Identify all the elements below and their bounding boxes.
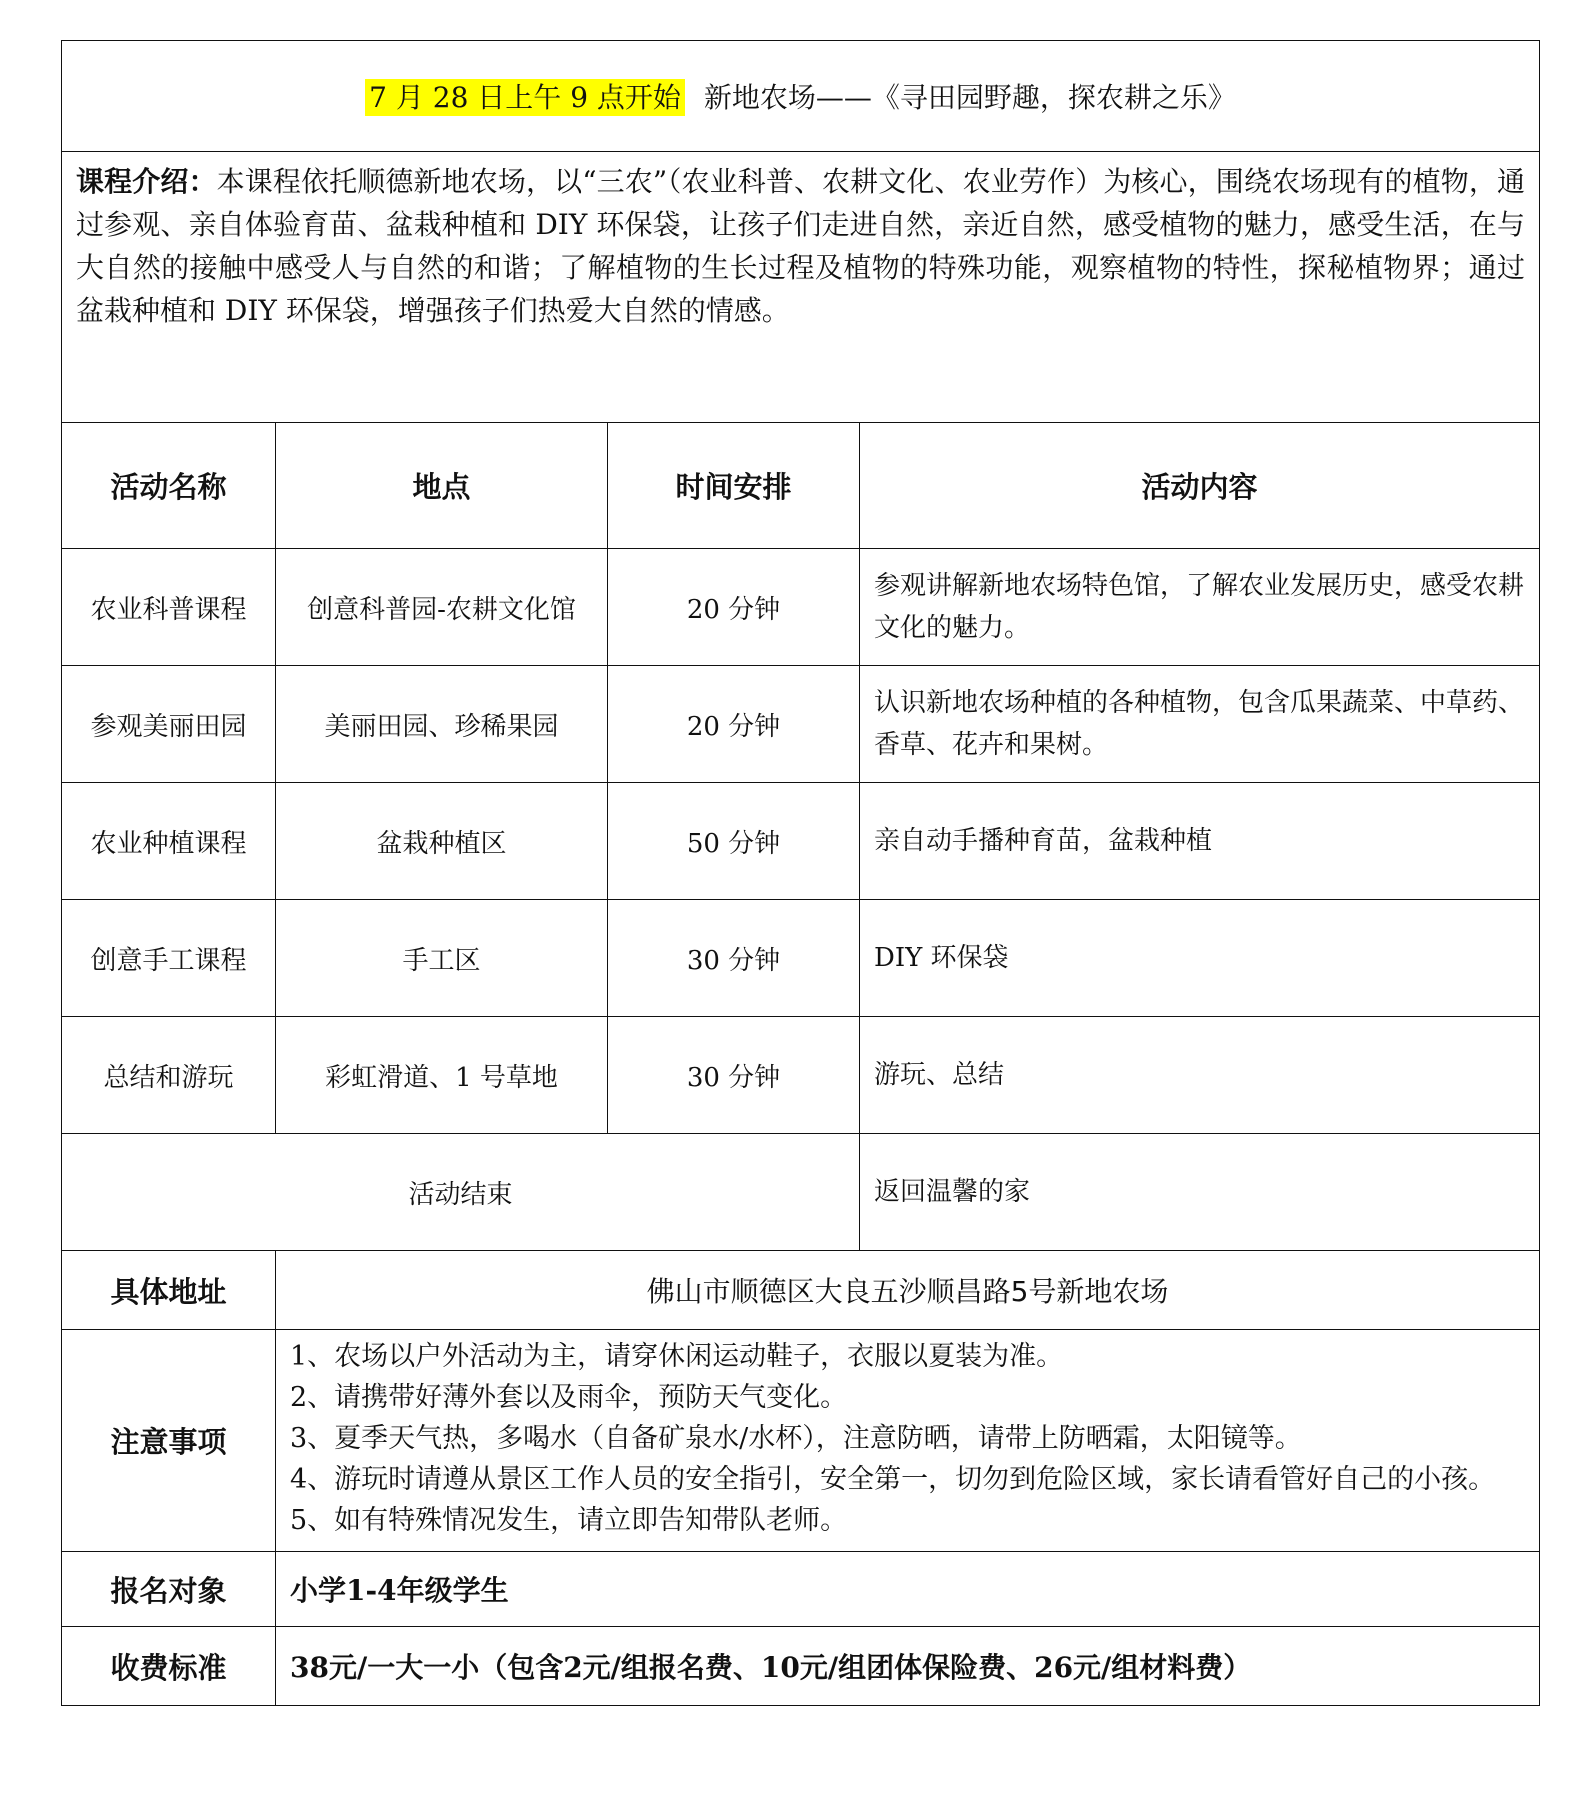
address-row bbox=[62, 1251, 1540, 1330]
activity-time: 20 分钟 bbox=[608, 666, 860, 783]
notes-list bbox=[276, 1330, 1540, 1552]
end-content: 返回温馨的家 bbox=[860, 1134, 1540, 1251]
page-title: 新地农场——《寻田园野趣，探农耕之乐》 bbox=[703, 81, 1236, 114]
activity-name: 创意手工课程 bbox=[62, 900, 276, 1017]
address-value: 佛山市顺德区大良五沙顺昌路5号新地农场 bbox=[276, 1251, 1540, 1330]
activity-place: 彩虹滑道、1 号草地 bbox=[276, 1017, 608, 1134]
title-row bbox=[62, 41, 1540, 152]
header-time: 时间安排 bbox=[608, 423, 860, 549]
header-activity-name: 活动名称 bbox=[62, 423, 276, 549]
note-item: 1、农场以户外活动为主，请穿休闲运动鞋子，衣服以夏装为准。 bbox=[290, 1341, 1064, 1372]
intro-label: 课程介绍： bbox=[76, 165, 217, 198]
table-row bbox=[62, 783, 1540, 900]
activity-content: DIY 环保袋 bbox=[860, 900, 1540, 1017]
target-value: 小学1-4年级学生 bbox=[276, 1552, 1540, 1627]
activity-content: 游玩、总结 bbox=[860, 1017, 1540, 1134]
start-time-highlight: 7 月 28 日上午 9 点开始 bbox=[365, 79, 685, 116]
activity-place: 美丽田园、珍稀果园 bbox=[276, 666, 608, 783]
header-content: 活动内容 bbox=[860, 423, 1540, 549]
activity-name: 总结和游玩 bbox=[62, 1017, 276, 1134]
table-row bbox=[62, 666, 1540, 783]
target-label: 报名对象 bbox=[62, 1552, 276, 1627]
activity-place: 手工区 bbox=[276, 900, 608, 1017]
address-label: 具体地址 bbox=[62, 1251, 276, 1330]
notes-row bbox=[62, 1330, 1540, 1552]
activity-name: 农业科普课程 bbox=[62, 549, 276, 666]
intro-text: 本课程依托顺德新地农场，以“三农”（农业科普、农耕文化、农业劳作）为核心，围绕农场现有的植物，通过参观、亲自体验育苗、盆栽种植和 DIY 环保袋，让孩子们走进自然，亲近自然，感受植物的魅力，感受生活，在与大自然的接触中感受人与自然的和谐；了解植物的生长过程及植物的特殊功能，观察植物的特性，探秘植物界；通过盆栽种植和 DIY 环保袋，增强孩子们热爱大自然的情感。 bbox=[76, 165, 1525, 327]
fee-value: 38元/一大一小（包含2元/组报名费、10元/组团体保险费、26元/组材料费） bbox=[276, 1627, 1540, 1706]
title-cell bbox=[62, 41, 1540, 152]
table-row bbox=[62, 1017, 1540, 1134]
activity-time: 20 分钟 bbox=[608, 549, 860, 666]
activity-name: 农业种植课程 bbox=[62, 783, 276, 900]
note-item: 5、如有特殊情况发生，请立即告知带队老师。 bbox=[290, 1505, 848, 1536]
notes-label: 注意事项 bbox=[62, 1330, 276, 1552]
header-place: 地点 bbox=[276, 423, 608, 549]
activity-time: 30 分钟 bbox=[608, 1017, 860, 1134]
activity-content: 认识新地农场种植的各种植物，包含瓜果蔬菜、中草药、香草、花卉和果树。 bbox=[860, 666, 1540, 783]
activity-content: 亲自动手播种育苗，盆栽种植 bbox=[860, 783, 1540, 900]
table-row bbox=[62, 549, 1540, 666]
fee-label: 收费标准 bbox=[62, 1627, 276, 1706]
note-item: 4、游玩时请遵从景区工作人员的安全指引，安全第一，切勿到危险区域，家长请看管好自己的小孩。 bbox=[290, 1464, 1496, 1495]
fee-row bbox=[62, 1627, 1540, 1706]
activity-place: 盆栽种植区 bbox=[276, 783, 608, 900]
schedule-header-row bbox=[62, 423, 1540, 549]
target-row bbox=[62, 1552, 1540, 1627]
end-label: 活动结束 bbox=[62, 1134, 860, 1251]
activity-table bbox=[61, 40, 1540, 1706]
activity-time: 30 分钟 bbox=[608, 900, 860, 1017]
activity-time: 50 分钟 bbox=[608, 783, 860, 900]
intro-row bbox=[62, 152, 1540, 423]
activity-content: 参观讲解新地农场特色馆，了解农业发展历史，感受农耕文化的魅力。 bbox=[860, 549, 1540, 666]
table-row bbox=[62, 900, 1540, 1017]
end-row bbox=[62, 1134, 1540, 1251]
activity-name: 参观美丽田园 bbox=[62, 666, 276, 783]
note-item: 2、请携带好薄外套以及雨伞，预防天气变化。 bbox=[290, 1382, 848, 1413]
activity-place: 创意科普园-农耕文化馆 bbox=[276, 549, 608, 666]
intro-cell bbox=[62, 152, 1540, 423]
note-item: 3、夏季天气热，多喝水（自备矿泉水/水杯），注意防晒，请带上防晒霜，太阳镜等。 bbox=[290, 1423, 1302, 1454]
activity-form bbox=[61, 40, 1539, 1706]
